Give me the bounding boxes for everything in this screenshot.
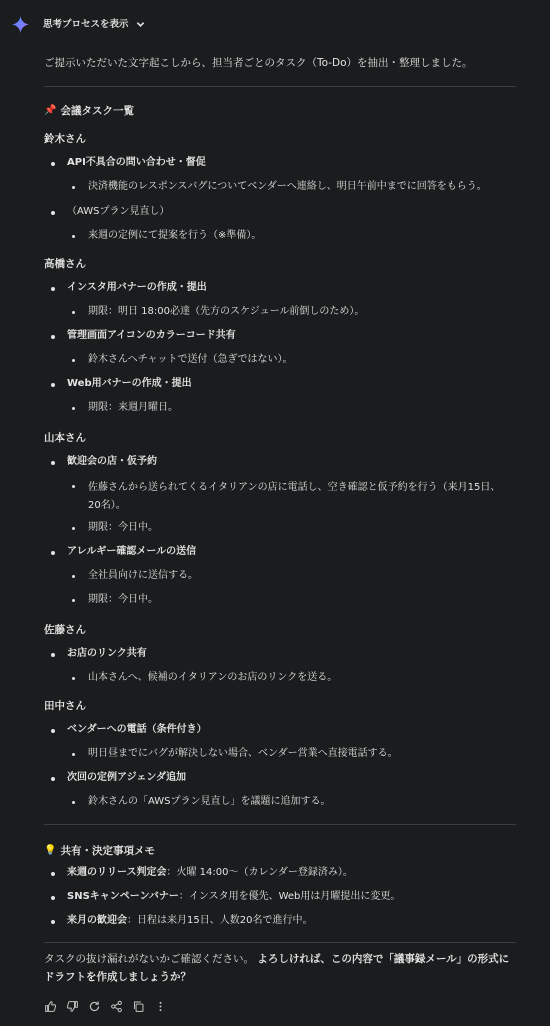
chevron-down-icon [136,20,145,29]
memo-section-title [44,844,155,859]
task-detail: 期限：明日 18:00必達（先方のスケジュール前倒しのため）。 [88,305,518,320]
more-icon[interactable] [154,1000,168,1014]
task-detail: 来週の定例にて提案を行う（※準備）。 [88,229,518,244]
show-thinking-label: 思考プロセスを表示 [43,18,129,30]
task-item: ベンダーへの電話（条件付き） [67,723,207,738]
task-item: 歓迎会の店・仮予約 [67,455,157,470]
show-thinking-toggle[interactable] [43,18,145,32]
memo-item: 来月の歓迎会：日程は来月15日、人数20名で進行中。 [67,914,312,929]
memo-item: SNSキャンペーンバナー：インスタ用を優先、Web用は月曜提出に変更。 [67,890,400,905]
task-detail: 佐藤さんから送られてくるイタリアンの店に電話し、空き確認と仮予約を行う（来月15日、20名）。 [88,479,513,514]
tasks-title-label: 会議タスク一覧 [60,105,134,117]
task-detail: 山本さんへ、候補のイタリアンのお店のリンクを送る。 [88,671,518,686]
thumbs-down-icon[interactable] [66,1000,80,1014]
person-heading: 佐藤さん [44,624,86,636]
task-detail: 全社員向けに送信する。 [88,569,518,584]
task-item: Web用バナーの作成・提出 [67,377,192,392]
task-detail: 鈴木さんの「AWSプラン見直し」を議題に追加する。 [88,795,518,810]
task-item: 管理画面アイコンのカラーコード共有 [67,329,236,344]
task-item: API不具合の問い合わせ・督促 [67,156,206,171]
divider [44,86,516,87]
person-heading: 山本さん [44,432,86,444]
divider [44,824,516,825]
lightbulb-icon: 💡 [44,845,57,857]
task-detail: 期限：来週月曜日。 [88,401,518,416]
task-item: アレルギー確認メールの送信 [67,545,196,560]
task-detail: 期限：今日中。 [88,593,518,608]
task-detail: 期限：今日中。 [88,521,518,536]
response-actions [44,1000,168,1014]
share-icon[interactable] [110,1000,124,1014]
gemini-spark-icon [12,16,29,33]
divider [44,942,516,943]
task-item: お店のリンク共有 [67,647,147,662]
task-detail: 決済機能のレスポンスバグについてベンダーへ連絡し、明日午前中までに回答をもらう。 [88,180,518,195]
closing-text: タスクの抜け漏れがないかご確認ください。 よろしければ、この内容で「議事録メール」の形式にドラフトを作成しましょうか？ [44,953,510,984]
memo-title-label: 共有・決定事項メモ [60,845,155,857]
task-detail: 明日昼までにバグが解決しない場合、ベンダー営業へ直接電話する。 [88,747,518,762]
response-header [12,16,145,33]
pushpin-icon: 📌 [44,105,57,117]
tasks-section-title [44,104,134,119]
task-item: インスタ用バナーの作成・提出 [67,281,207,296]
person-heading: 高橋さん [44,258,86,270]
task-item: （AWSプラン見直し） [67,205,170,220]
regenerate-icon[interactable] [88,1000,102,1014]
thumbs-up-icon[interactable] [44,1000,58,1014]
task-item: 次回の定例アジェンダ追加 [67,771,186,786]
memo-item: 来週のリリース判定会：火曜 14:00〜（カレンダー登録済み）。 [67,866,353,881]
copy-icon[interactable] [132,1000,146,1014]
person-heading: 鈴木さん [44,133,86,145]
task-detail: 鈴木さんへチャットで送付（急ぎではない）。 [88,353,518,368]
person-heading: 田中さん [44,700,86,712]
intro-text: ご提示いただいた文字起こしから、担当者ごとのタスク（To-Do）を抽出・整理しました。 [44,57,473,69]
